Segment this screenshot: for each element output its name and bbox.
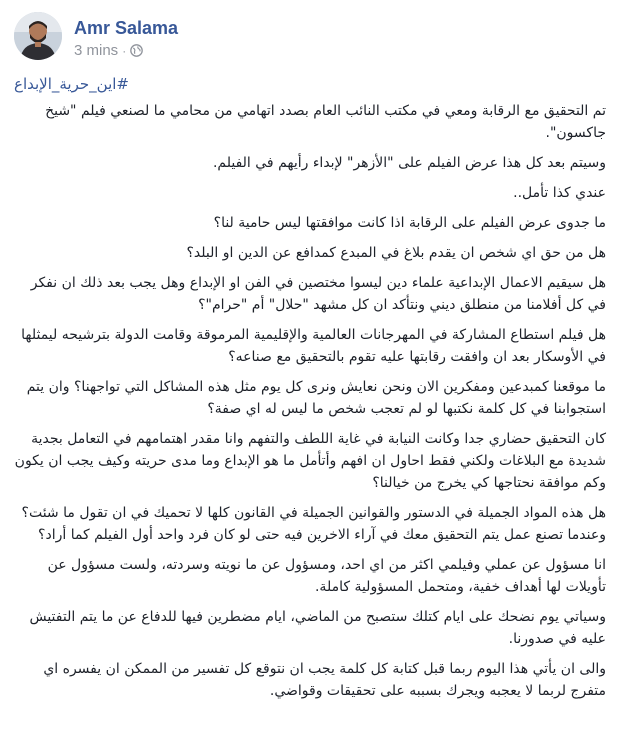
avatar[interactable] xyxy=(14,12,62,60)
post-paragraph: هل هذه المواد الجميلة في الدستور والقوانين الجميلة في القانون كلها لا تحميك في ان تقول ما شئت؟ وعندما تصنع عمل يتم التحقيق معك في آراء الاخرين فيه حتى لو كان فرد واحد أول الفيلم كما أراد؟ xyxy=(21,505,606,543)
post-paragraph: هل سيقيم الاعمال الإبداعية علماء دين ليسوا مختصين في الفن او الإبداع وهل يجب بعد ذلك ان نفكر في كل أفلامنا من منطلق ديني ونتأكد ان كل مشهد "حلال" أم "حرام"؟ xyxy=(30,275,606,313)
post-timestamp[interactable]: 3 mins xyxy=(74,42,119,59)
post-paragraph: وسياتي يوم نضحك على ايام كتلك ستصبح من الماضي، ايام مضطرين فيها للدفاع عن ما يتم التفتيش عليه في صدورنا. xyxy=(29,609,606,647)
globe-icon[interactable] xyxy=(130,44,143,57)
post-paragraph: ما جدوى عرض الفيلم على الرقابة اذا كانت موافقتها ليس حامية لنا؟ xyxy=(213,215,606,231)
post-meta xyxy=(74,42,143,59)
author-name[interactable]: Amr Salama xyxy=(74,18,179,38)
hashtag-link[interactable]: #اين_حرية_الإبداع xyxy=(14,75,129,93)
avatar-photo-icon xyxy=(14,12,62,60)
post-paragraph: انا مسؤول عن عملي وفيلمي اكثر من اي احد، ومسؤول عن ما نويته وسردته، ولست مسؤول عن تأويلات لها أهداف خفية، ومتحمل المسؤولية كاملة. xyxy=(47,557,606,595)
post-paragraph: تم التحقيق مع الرقابة ومعي في مكتب النائب العام بصدد اتهامي من محامي ما لصنعي فيلم "شيخ جاكسون". xyxy=(45,103,606,141)
post-paragraph: ما موقعنا كمبدعين ومفكرين الان ونحن نعايش ونرى كل يوم مثل هذه المشاكل التي تواجهنا؟ وان يتم استجوابنا في كل كلمة نكتبها لو لم تعجب شخص ما ليس له اي صفة؟ xyxy=(26,379,606,417)
post-paragraph: والى ان يأتي هذا اليوم ربما قبل كتابة كل كلمة يجب ان نتوقع كل تفسير من الممكن ان يفسره اي متفرج لربما لا يعجبه ويجرك بسببه على تحقيقات وقواضي. xyxy=(43,661,606,699)
post-paragraph: وسيتم بعد كل هذا عرض الفيلم على "الأزهر" لإبداء رأيهم في الفيلم. xyxy=(212,155,606,171)
post-paragraph: هل فيلم استطاع المشاركة في المهرجانات العالمية والإقليمية المرموقة وقامت الدولة بترشيحه ليمثلها في الأوسكار بعد ان وافقت رقابتها عليه تقوم بالتحقيق مع صناعه؟ xyxy=(21,327,606,365)
post-paragraph: عندي كذا تأمل.. xyxy=(513,185,606,201)
meta-separator: · xyxy=(122,43,127,58)
post-paragraph: كان التحقيق حضاري جدا وكانت النيابة في غاية اللطف والتفهم وانا مقدر اهتمامهم في التعامل بجدية شديدة مع البلاغات ولكني فقط احاول ان افهم وأتأمل ما هو الإبداع وما مدى حريته وكيف يجب ان يكون وكم موافقة نحتاجها كي يخرج من خيالنا؟ xyxy=(14,431,606,491)
post-paragraph: هل من حق اي شخص ان يقدم بلاغ في المبدع كمدافع عن الدين او البلد؟ xyxy=(186,245,606,261)
post-body xyxy=(14,74,606,710)
